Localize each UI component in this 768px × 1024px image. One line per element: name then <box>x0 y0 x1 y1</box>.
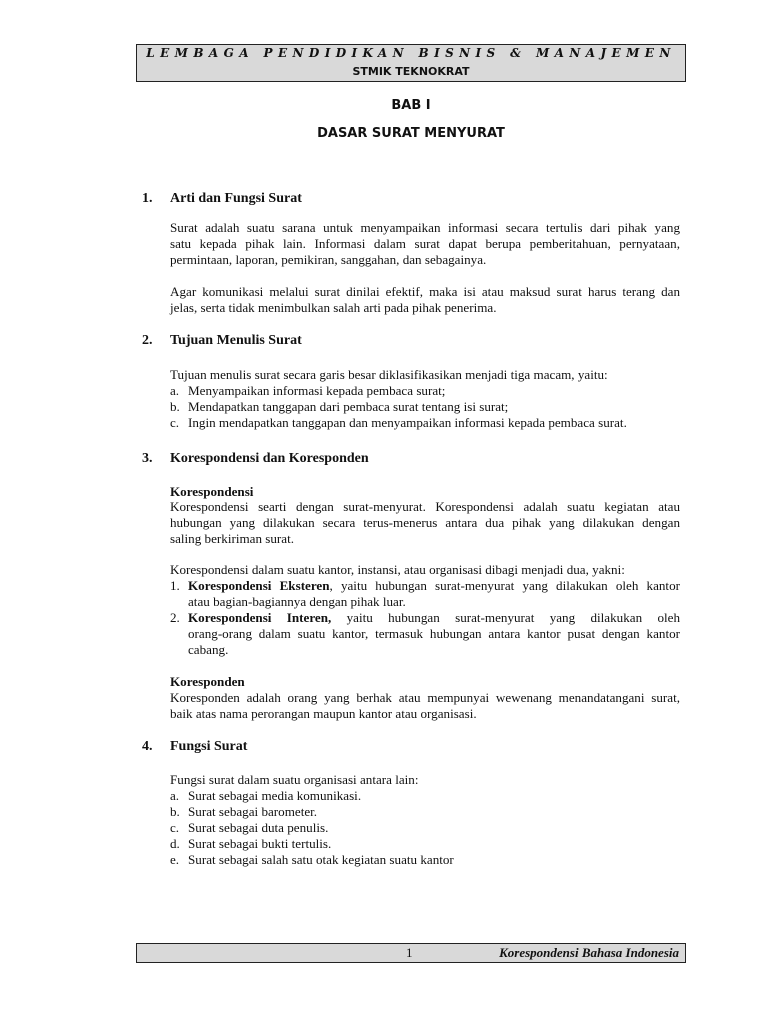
paragraph <box>170 772 680 788</box>
paragraph-line: Fungsi surat dalam suatu organisasi antara lain: <box>170 772 419 787</box>
list-item <box>170 804 680 820</box>
paragraph-line: satu kepada pihak lain. Informasi dalam surat dapat berupa pemberitahuan, pernyataan, <box>170 235 680 251</box>
list-item <box>170 788 680 804</box>
page-number: 1 <box>406 945 413 960</box>
numbered-item-line <box>188 578 680 594</box>
paragraph <box>170 220 680 268</box>
paragraph-line: permintaan, laporan, pemikiran, sanggahan, dan sebagainya. <box>170 251 487 267</box>
numbered-item-line: orang-orang dalam suatu kantor, termasuk hubungan antara kantor pusat dengan kantor <box>188 625 680 641</box>
paragraph <box>170 562 680 578</box>
term: Korespondensi Eksteren <box>188 578 330 593</box>
paragraph <box>170 499 680 547</box>
term: Korespondensi Interen, <box>188 610 332 625</box>
list-marker: b. <box>170 804 180 819</box>
section-title: Tujuan Menulis Surat <box>170 333 302 348</box>
paragraph-line: Korespondensi searti dengan surat-menyurat. Korespondensi adalah suatu kegiatan atau <box>170 499 680 514</box>
paragraph-line: jelas, serta tidak menimbulkan salah arti pada pihak penerima. <box>170 299 497 315</box>
institution-subtitle: STMIK TEKNOKRAT <box>352 65 470 78</box>
section-number: 3. <box>142 451 153 466</box>
paragraph-line: Korespondensi dalam suatu kantor, instansi, atau organisasi dibagi menjadi dua, yakni: <box>170 562 625 577</box>
list-marker: c. <box>170 820 180 835</box>
footer-course-title: Korespondensi Bahasa Indonesia <box>499 945 679 960</box>
list-text: Mendapatkan tanggapan dari pembaca surat tentang isi surat; <box>188 399 509 414</box>
list-marker: e. <box>170 852 180 867</box>
list-marker: d. <box>170 836 180 851</box>
subheading: Koresponden <box>170 674 245 689</box>
list-marker: a. <box>170 383 180 398</box>
section-title: Arti dan Fungsi Surat <box>170 191 302 206</box>
paragraph-line: baik atas nama perorangan maupun kantor atau organisasi. <box>170 705 477 721</box>
paragraph-line: Agar komunikasi melalui surat dinilai efektif, maka isi atau maksud surat harus terang dan <box>170 284 680 299</box>
paragraph-line: Tujuan menulis surat secara garis besar diklasifikasikan menjadi tiga macam, yaitu: <box>170 367 608 382</box>
paragraph <box>170 367 680 383</box>
section-title: Korespondensi dan Koresponden <box>170 451 369 466</box>
numbered-item-line: atau bagian-bagiannya dengan pihak luar. <box>188 593 406 609</box>
section-number: 2. <box>142 333 153 348</box>
definition: , yaitu hubungan surat-menyurat yang dilakukan oleh kantor <box>329 578 680 593</box>
paragraph <box>170 690 680 722</box>
paragraph-line: saling berkiriman surat. <box>170 530 294 546</box>
institution-title: LEMBAGA PENDIDIKAN BISNIS & MANAJEMEN <box>146 46 676 60</box>
definition: yaitu hubungan surat-menyurat yang dilakukan oleh <box>331 610 680 625</box>
section-number: 4. <box>142 739 153 754</box>
list-item <box>170 415 680 431</box>
list-text: Menyampaikan informasi kepada pembaca surat; <box>188 383 446 398</box>
paragraph-line: Koresponden adalah orang yang berhak atau mempunyai wewenang menandatangani surat, <box>170 690 680 705</box>
numbered-item-line: cabang. <box>188 641 229 657</box>
list-marker: 2. <box>170 610 180 625</box>
list-text: Surat sebagai duta penulis. <box>188 820 329 835</box>
list-text: Surat sebagai salah satu otak kegiatan suatu kantor <box>188 852 454 867</box>
list-item <box>170 836 680 852</box>
paragraph-line: Surat adalah suatu sarana untuk menyampaikan informasi secara tertulis dari pihak yang <box>170 220 680 235</box>
page-header <box>136 44 686 82</box>
section-number: 1. <box>142 191 153 206</box>
list-marker: a. <box>170 788 180 803</box>
list-marker: 1. <box>170 578 180 593</box>
list-item <box>170 820 680 836</box>
list-text: Surat sebagai barometer. <box>188 804 318 819</box>
section-title: Fungsi Surat <box>170 739 248 754</box>
paragraph-line: hubungan yang dilakukan secara terus-menerus antara dua pihak yang dilakukan dengan <box>170 514 680 530</box>
chapter-number: BAB I <box>391 98 431 113</box>
page-footer <box>136 943 686 963</box>
list-text: Surat sebagai media komunikasi. <box>188 788 362 803</box>
numbered-item-line <box>188 610 680 626</box>
list-text: Ingin mendapatkan tanggapan dan menyampaikan informasi kepada pembaca surat. <box>188 415 627 430</box>
list-text: Surat sebagai bukti tertulis. <box>188 836 332 851</box>
list-item <box>170 383 680 399</box>
list-item <box>170 852 680 868</box>
subheading: Korespondensi <box>170 484 254 499</box>
list-marker: c. <box>170 415 180 430</box>
list-item <box>170 399 680 415</box>
list-marker: b. <box>170 399 180 414</box>
paragraph <box>170 284 680 316</box>
chapter-title: DASAR SURAT MENYURAT <box>317 126 505 141</box>
